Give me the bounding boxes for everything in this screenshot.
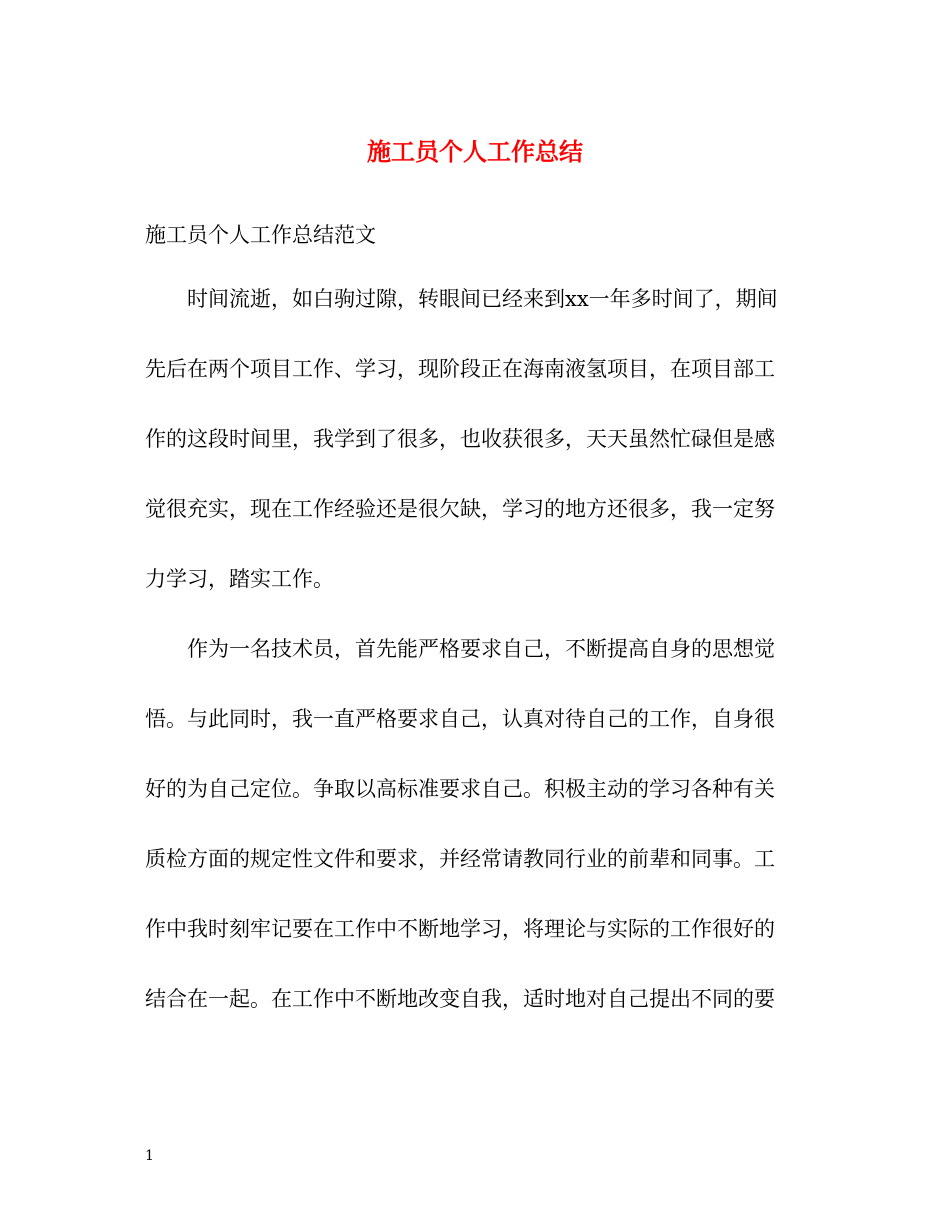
paragraph-2-line-3: 好的为自己定位。争取以高标准要求自己。积极主动的学习各种有关 [145, 777, 775, 801]
paragraph-2-line-6: 结合在一起。在工作中不断地改变自我，适时地对自己提出不同的要 [145, 987, 775, 1011]
paragraph-1-line-3: 作的这段时间里，我学到了很多，也收获很多，天天虽然忙碌但是感 [145, 427, 775, 451]
paragraph-1-line-5: 力学习，踏实工作。 [145, 567, 334, 591]
paragraph-2-line-5: 作中我时刻牢记要在工作中不断地学习，将理论与实际的工作很好的 [145, 917, 775, 941]
document-subtitle: 施工员个人工作总结范文 [145, 223, 376, 247]
paragraph-2-line-4: 质检方面的规定性文件和要求，并经常请教同行业的前辈和同事。工 [145, 847, 775, 871]
paragraph-2-line-2: 悟。与此同时，我一直严格要求自己，认真对待自己的工作，自身很 [145, 707, 775, 731]
paragraph-1-line-2: 先后在两个项目工作、学习，现阶段正在海南液氢项目，在项目部工 [145, 357, 775, 381]
paragraph-2-line-1: 作为一名技术员，首先能严格要求自己，不断提高自身的思想觉 [187, 637, 775, 661]
page-number: 1 [145, 1148, 154, 1164]
paragraph-1-line-1: 时间流逝，如白驹过隙，转眼间已经来到xx一年多时间了，期间 [187, 287, 778, 311]
document-title: 施工员个人工作总结 [367, 137, 583, 166]
paragraph-1-line-4: 觉很充实，现在工作经验还是很欠缺，学习的地方还很多，我一定努 [145, 497, 775, 521]
